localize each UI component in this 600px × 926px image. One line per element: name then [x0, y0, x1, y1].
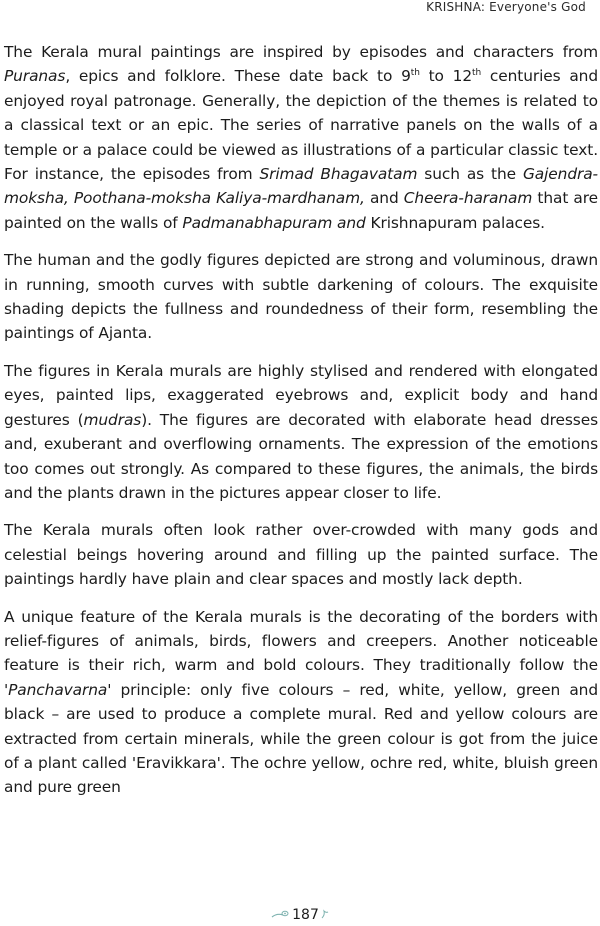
small-curl-ornament-icon — [321, 909, 329, 919]
paragraph-kerala-mural-origins — [4, 40, 598, 235]
text-run: Krishnapuram palaces. — [365, 213, 545, 232]
text-run: , epics and folklore. These date back to 9 — [65, 67, 411, 86]
text-run: The figures in Kerala murals are highly stylised and rendered with elongated eyes, painted lips, exaggerated eyebrows and, explicit body and hand gestures ( — [4, 361, 598, 429]
italic-term-episodes: Gajendra-moksha, Poothana-moksha Kaliya-mardhanam, — [4, 165, 599, 208]
ordinal-superscript: th — [410, 68, 420, 79]
ordinal-superscript: th — [472, 68, 482, 79]
body-text — [4, 40, 598, 813]
text-run: such as the — [417, 165, 523, 184]
text-run: The Kerala mural paintings are inspired by episodes and characters from — [4, 43, 598, 61]
italic-term-cheera-haranam: Cheera-haranam — [403, 189, 533, 208]
paragraph-borders-and-colours — [4, 605, 598, 800]
text-run: centuries and enjoyed royal patronage. Generally, the depiction of the themes is related to a classical text or an epic. The series of narrative panels on the walls of a temple or a palace could be viewed as illustrations of a particular classic text. For instance, the episodes from — [4, 67, 598, 184]
italic-term-mudras: mudras — [83, 410, 142, 429]
running-header: KRISHNA: Everyone's God — [426, 0, 586, 14]
italic-term-srimad-bhagavatam: Srimad Bhagavatam — [259, 165, 418, 184]
page-footer — [0, 906, 600, 924]
italic-term-panchavarna: 'Panchavarna' — [4, 680, 112, 699]
flute-peacock-feather-ornament-icon — [271, 909, 289, 919]
paragraph-over-crowded-murals: The Kerala murals often look rather over-crowded with many gods and celestial beings hovering around and filling up the painted surface. The paintings hardly have plain and clear spaces and mostly lack depth. — [4, 521, 598, 589]
text-run: to 12 — [419, 67, 473, 86]
text-run: that are painted on the walls of — [4, 189, 598, 232]
text-run: principle: only five colours – red, white, yellow, green and black – are used to produce a complete mural. Red and yellow colours are extracted from certain minerals, while the green colour is got from the juice of a plant called 'Eravikkara'. The ochre yellow, ochre red, white, bluish green and pure green — [4, 680, 598, 797]
text-run: ). The figures are decorated with elaborate head dresses and, exuberant and overflowing ornaments. The expression of the emotions too comes out strongly. As compared to these figures, the animals, the birds and the plants drawn in the pictures appear closer to life. — [4, 410, 599, 502]
italic-term-puranas: Puranas — [4, 67, 66, 86]
paragraph-human-godly-figures: The human and the godly figures depicted are strong and voluminous, drawn in running, smooth curves with subtle darkening of colours. The exquisite shading depicts the fullness and roundedness of their form, resembling the paintings of Ajanta. — [4, 251, 598, 343]
text-run: A unique feature of the Kerala murals is the decorating of the borders with relief-figures of animals, birds, flowers and creepers. Another noticeable feature is their rich, warm and bold colours. They traditionally follow the — [4, 607, 598, 675]
text-run: and — [364, 189, 404, 208]
paragraph-stylised-figures — [4, 359, 598, 505]
italic-term-padmanabhapuram: Padmanabhapuram and — [182, 213, 366, 232]
page-number: 187 — [292, 907, 319, 923]
